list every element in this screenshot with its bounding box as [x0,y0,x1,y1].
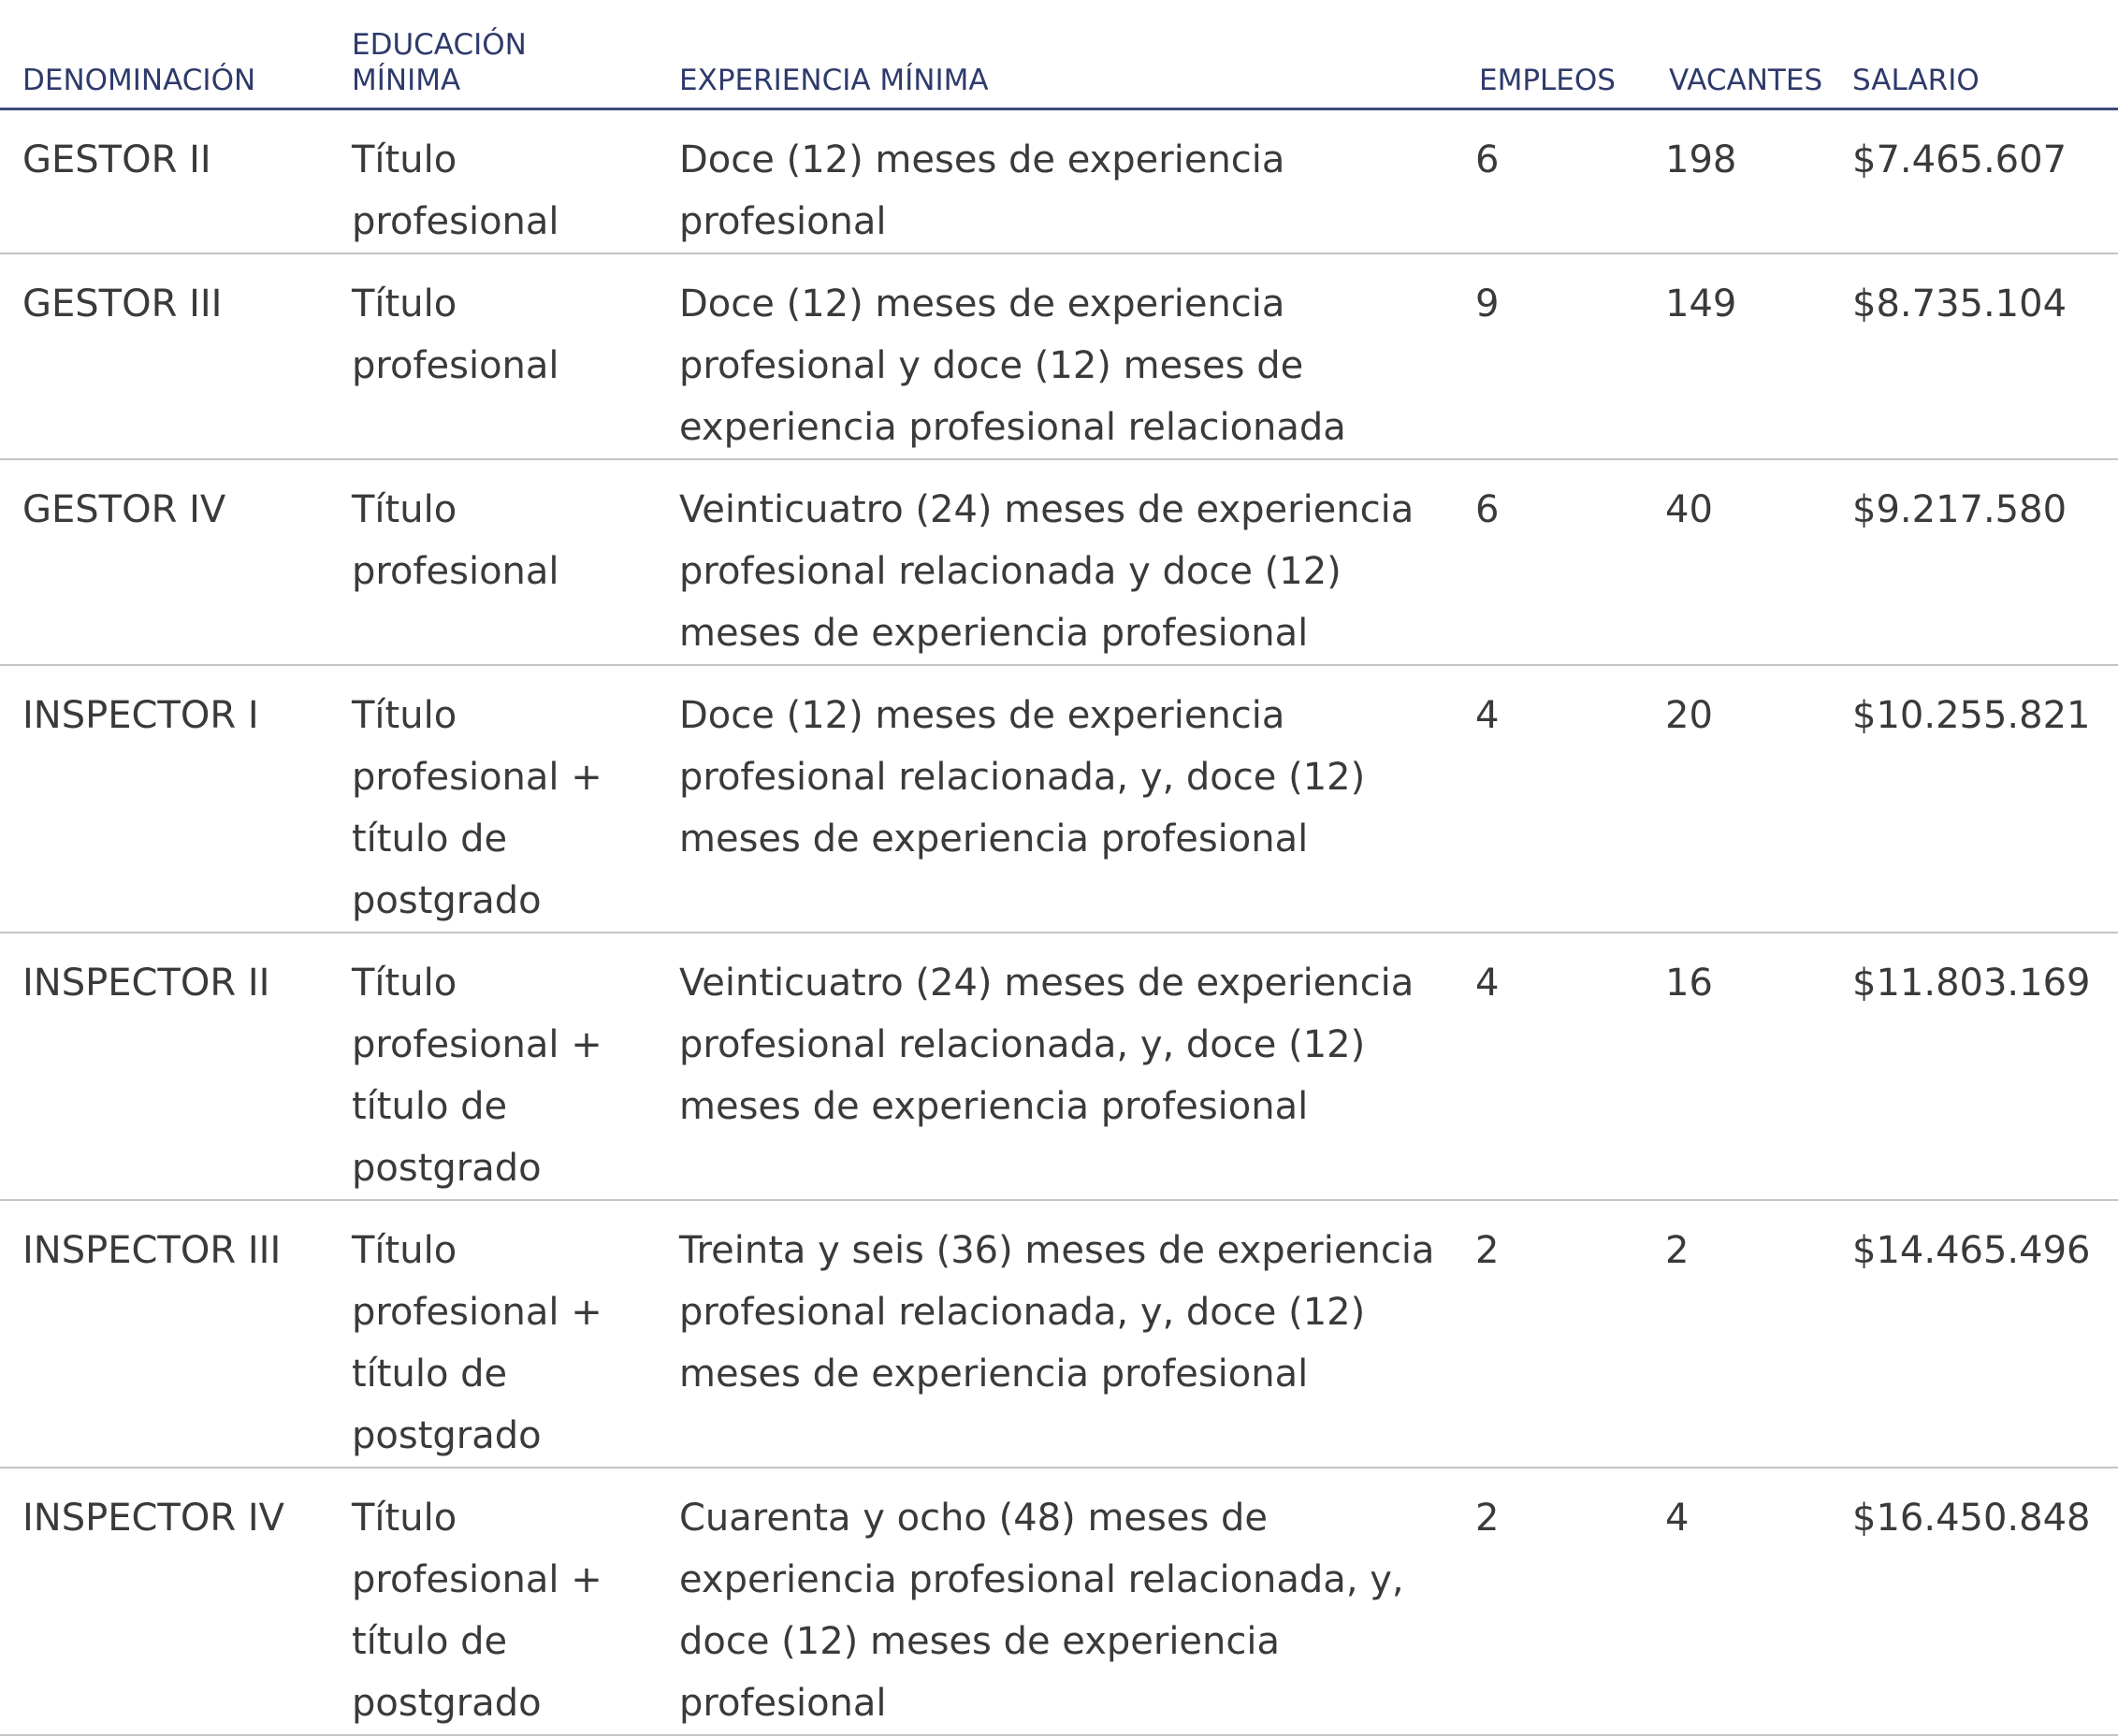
cell-experiencia [657,933,1457,1200]
cell-vacantes: 16 [1647,933,1852,1200]
cell-educacion [329,665,657,933]
table-header [0,0,2118,108]
header-experiencia: EXPERIENCIA MÍNIMA [657,0,1457,108]
cell-vacantes: 149 [1647,253,1852,459]
table-row [0,1468,2118,1735]
cell-vacantes: 4 [1647,1468,1852,1735]
cell-denominacion: GESTOR IV [0,459,329,665]
cell-salario: $7.465.607 [1852,108,2118,253]
table-row [0,459,2118,665]
header-row [0,0,2118,108]
cell-educacion-text: Título profesional [352,282,559,387]
cell-vacantes: 198 [1647,108,1852,253]
header-educacion [329,0,657,108]
cell-educacion [329,1468,657,1735]
table-row [0,665,2118,933]
cell-experiencia-text: Veinticuatro (24) meses de experiencia profesional relacionada, y, doce (12) meses de experiencia profesional [679,961,1414,1128]
cell-experiencia [657,253,1457,459]
cell-educacion [329,108,657,253]
cell-salario: $10.255.821 [1852,665,2118,933]
cell-educacion [329,933,657,1200]
cell-salario: $9.217.580 [1852,459,2118,665]
header-educacion-label: EDUCACIÓN MÍNIMA [352,27,527,97]
cell-salario: $14.465.496 [1852,1200,2118,1468]
cell-empleos: 6 [1457,108,1647,253]
cell-experiencia-text: Treinta y seis (36) meses de experiencia profesional relacionada, y, doce (12) meses de experiencia profesional [679,1228,1435,1396]
cell-denominacion: GESTOR II [0,108,329,253]
cell-salario: $16.450.848 [1852,1468,2118,1735]
table-row [0,108,2118,253]
cell-experiencia-text: Doce (12) meses de experiencia profesional relacionada, y, doce (12) meses de experiencia profesional [679,693,1366,861]
cell-educacion-text: Título profesional + título de postgrado [352,961,602,1190]
cell-salario: $11.803.169 [1852,933,2118,1200]
header-vacantes: VACANTES [1647,0,1852,108]
cell-experiencia [657,1200,1457,1468]
header-empleos: EMPLEOS [1457,0,1647,108]
cell-experiencia-text: Doce (12) meses de experiencia profesional y doce (12) meses de experiencia profesional relacionada [679,282,1346,449]
header-salario: SALARIO [1852,0,2118,108]
cell-empleos: 9 [1457,253,1647,459]
cell-denominacion: INSPECTOR III [0,1200,329,1468]
cell-educacion-text: Título profesional + título de postgrado [352,693,602,922]
cell-educacion-text: Título profesional [352,137,559,243]
cell-vacantes: 40 [1647,459,1852,665]
cell-empleos: 4 [1457,665,1647,933]
cell-educacion-text: Título profesional + título de postgrado [352,1496,602,1725]
table-row [0,253,2118,459]
cell-educacion [329,1200,657,1468]
cell-vacantes: 20 [1647,665,1852,933]
cell-denominacion: INSPECTOR IV [0,1468,329,1735]
cell-experiencia [657,1468,1457,1735]
cell-salario: $8.735.104 [1852,253,2118,459]
cell-empleos: 2 [1457,1468,1647,1735]
cell-empleos: 4 [1457,933,1647,1200]
table-body [0,108,2118,1735]
cell-experiencia-text: Veinticuatro (24) meses de experiencia profesional relacionada y doce (12) meses de experiencia profesional [679,487,1414,655]
cell-denominacion: INSPECTOR II [0,933,329,1200]
table-row [0,1200,2118,1468]
cell-vacantes: 2 [1647,1200,1852,1468]
cell-educacion-text: Título profesional [352,487,559,593]
cell-educacion-text: Título profesional + título de postgrado [352,1228,602,1457]
cell-experiencia-text: Doce (12) meses de experiencia profesional [679,137,1285,243]
cell-experiencia [657,108,1457,253]
cell-denominacion: GESTOR III [0,253,329,459]
cell-educacion [329,459,657,665]
cell-educacion [329,253,657,459]
cell-denominacion: INSPECTOR I [0,665,329,933]
table-row [0,933,2118,1200]
cell-empleos: 6 [1457,459,1647,665]
header-denominacion: DENOMINACIÓN [0,0,329,108]
cell-empleos: 2 [1457,1200,1647,1468]
cell-experiencia [657,459,1457,665]
cell-experiencia-text: Cuarenta y ocho (48) meses de experiencia profesional relacionada, y, doce (12) meses de experiencia profesional [679,1496,1404,1725]
cell-experiencia [657,665,1457,933]
